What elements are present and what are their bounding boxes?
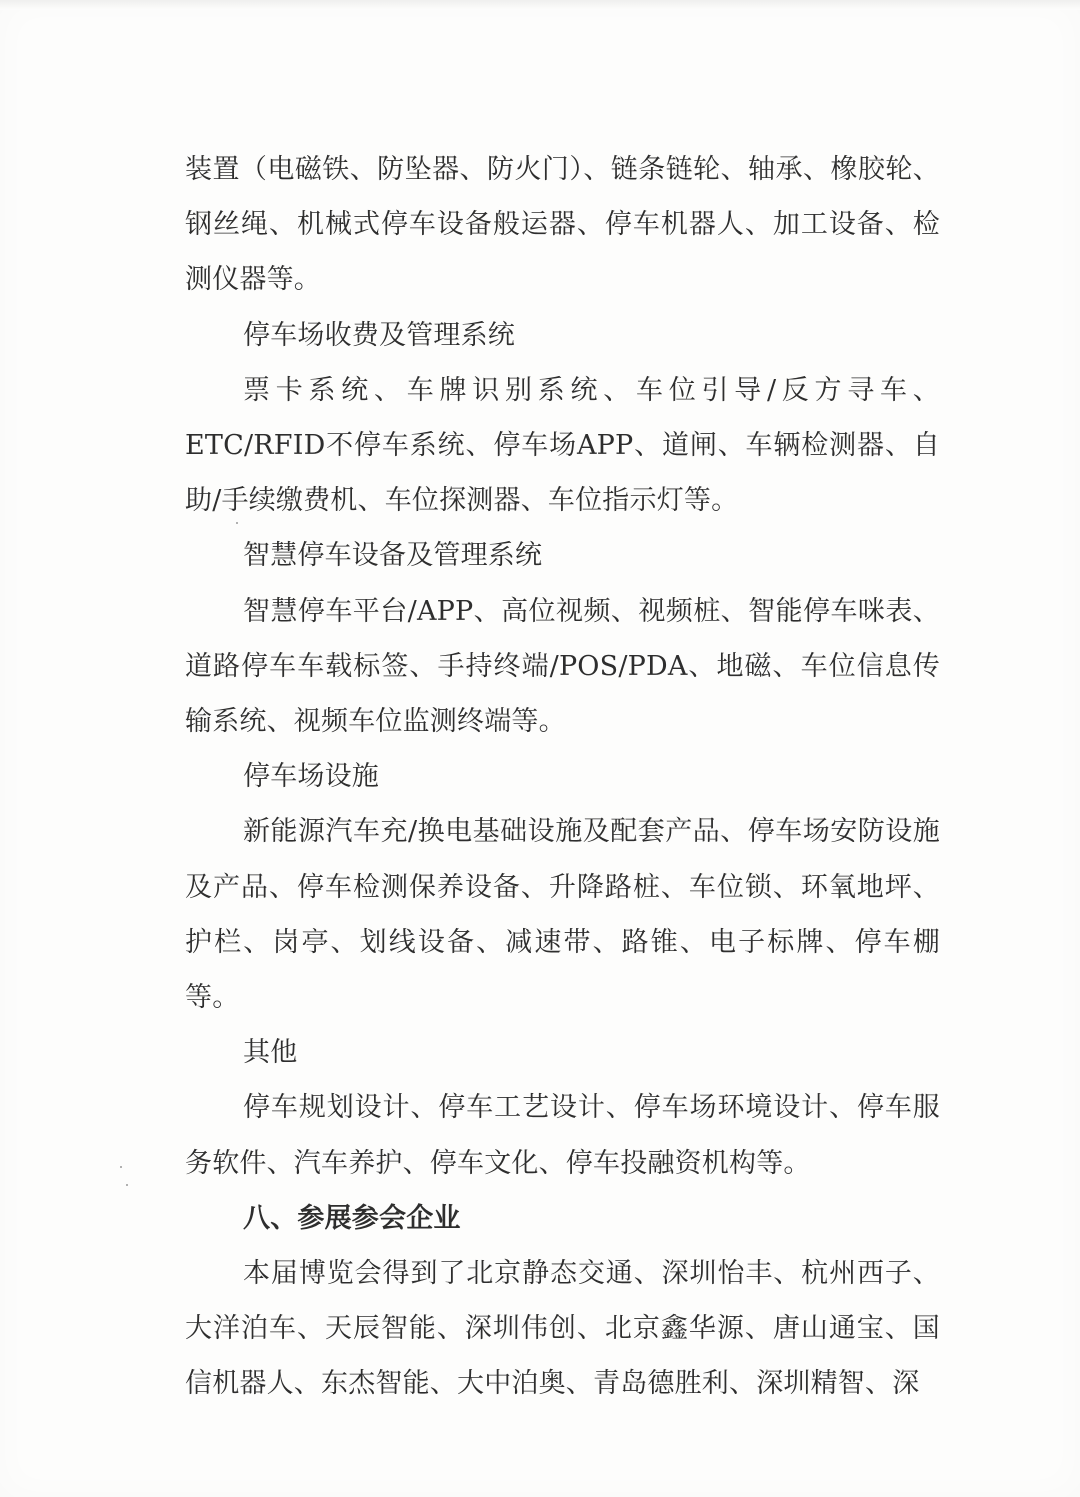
- category-heading-parking-facilities: 停车场设施: [243, 761, 379, 793]
- paragraph-smart-parking: 智慧停车平台/APP、高位视频、视频桩、智能停车咪表、道路停车车载标签、手持终端/POS/PDA、地磁、车位信息传输系统、视频车位监测终端等。: [185, 595, 940, 738]
- scan-speck: [126, 1184, 128, 1186]
- paragraph-parking-facilities: 新能源汽车充/换电基础设施及配套产品、停车场安防设施及产品、停车检测保养设备、升降路桩、车位锁、环氧地坪、护栏、岗亭、划线设备、减速带、路锥、电子标牌、停车棚等。: [185, 816, 940, 1014]
- document-body: [185, 142, 940, 1412]
- category-heading-other: 其他: [243, 1037, 298, 1069]
- scan-speck: [120, 1166, 122, 1168]
- paragraph-parking-fee-system: 票卡系统、车牌识别系统、车位引导/反方寻车、ETC/RFID不停车系统、停车场APP、道闸、车辆检测器、自助/手续缴费机、车位探测器、车位指示灯等。: [185, 374, 940, 517]
- paragraph-exhibitors: 本届博览会得到了北京静态交通、深圳怡丰、杭州西子、大洋泊车、天辰智能、深圳伟创、北京鑫华源、唐山通宝、国信机器人、东杰智能、大中泊奥、青岛德胜利、深圳精智、深: [185, 1258, 940, 1400]
- paragraph-continuation: 装置（电磁铁、防坠器、防火门）、链条链轮、轴承、橡胶轮、钢丝绳、机械式停车设备般运器、停车机器人、加工设备、检测仪器等。: [185, 154, 940, 296]
- category-heading-smart-parking: 智慧停车设备及管理系统: [243, 540, 543, 572]
- section-heading-exhibitors: 八、参展参会企业: [243, 1202, 461, 1234]
- paragraph-other: 停车规划设计、停车工艺设计、停车场环境设计、停车服务软件、汽车养护、停车文化、停车投融资机构等。: [185, 1092, 940, 1179]
- category-heading-parking-fee-system: 停车场收费及管理系统: [243, 319, 515, 351]
- scan-top-edge: [0, 0, 1080, 10]
